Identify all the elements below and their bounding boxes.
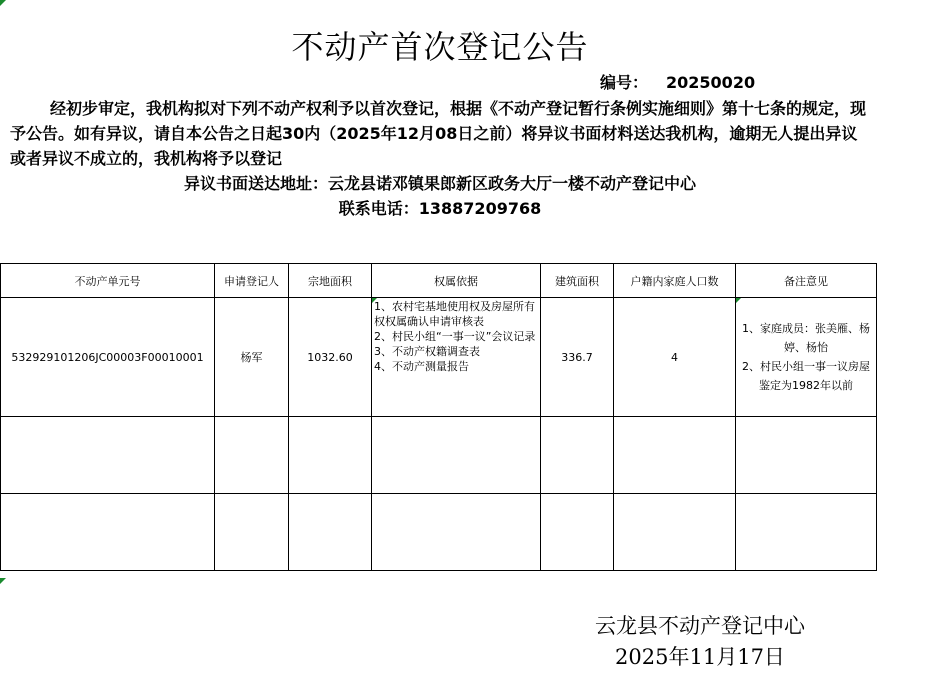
footer-organization: 云龙县不动产登记中心 — [595, 614, 805, 638]
registration-table — [0, 263, 877, 571]
header-basis: 权属依据 — [372, 264, 541, 298]
corner-marker — [0, 0, 6, 6]
header-building-area: 建筑面积 — [541, 264, 614, 298]
notice-paragraph: 经初步审定，我机构拟对下列不动产权利予以首次登记，根据《不动产登记暂行条例实施细则》第十七条的规定，现予公告。如有异议，请自本公告之日起30内（2025年12月08日之前）将异议书面材料送达我机构，逾期无人提出异议或者异议不成立的，我机构将予以登记 — [10, 99, 867, 168]
phone-line: 联系电话：13887209768 — [338, 199, 542, 218]
table-row — [1, 298, 877, 417]
basis-item: 4、不动产测量报告 — [374, 360, 469, 373]
remark-item: 1、家庭成员：张美雁、杨婷、杨怡 — [742, 322, 870, 354]
remark-item: 2、村民小组一事一议房屋鉴定为1982年以前 — [742, 360, 870, 392]
cell-land-area: 1032.60 — [289, 298, 372, 417]
footer-date: 2025年11月17日 — [615, 645, 785, 669]
doc-number-value: 20250020 — [666, 73, 756, 92]
doc-number-label: 编号： — [600, 73, 649, 92]
cell-applicant: 杨军 — [215, 298, 289, 417]
comment-marker — [372, 298, 377, 303]
table-row-empty — [1, 494, 877, 571]
table-header-row — [1, 264, 877, 298]
header-unit-no: 不动产单元号 — [1, 264, 215, 298]
comment-marker — [736, 298, 741, 303]
cell-household-count: 4 — [614, 298, 736, 417]
table-row-empty — [1, 417, 877, 494]
header-applicant: 申请登记人 — [215, 264, 289, 298]
header-land-area: 宗地面积 — [289, 264, 372, 298]
doc-number — [600, 70, 755, 93]
page-title: 不动产首次登记公告 — [291, 28, 589, 66]
address-line: 异议书面送达地址：云龙县诺邓镇果郎新区政务大厅一楼不动产登记中心 — [183, 174, 696, 193]
cell-basis — [372, 298, 541, 417]
cell-remarks — [736, 298, 877, 417]
basis-item: 1、农村宅基地使用权及房屋所有权权属确认申请审核表 — [374, 300, 535, 328]
cell-building-area: 336.7 — [541, 298, 614, 417]
corner-marker — [0, 578, 6, 584]
basis-item: 2、村民小组“一事一议”会议记录 — [374, 330, 536, 343]
cell-unit-no: 532929101206JC00003F00010001 — [1, 298, 215, 417]
header-household-count: 户籍内家庭人口数 — [614, 264, 736, 298]
basis-item: 3、不动产权籍调查表 — [374, 345, 480, 358]
header-remarks: 备注意见 — [736, 264, 877, 298]
